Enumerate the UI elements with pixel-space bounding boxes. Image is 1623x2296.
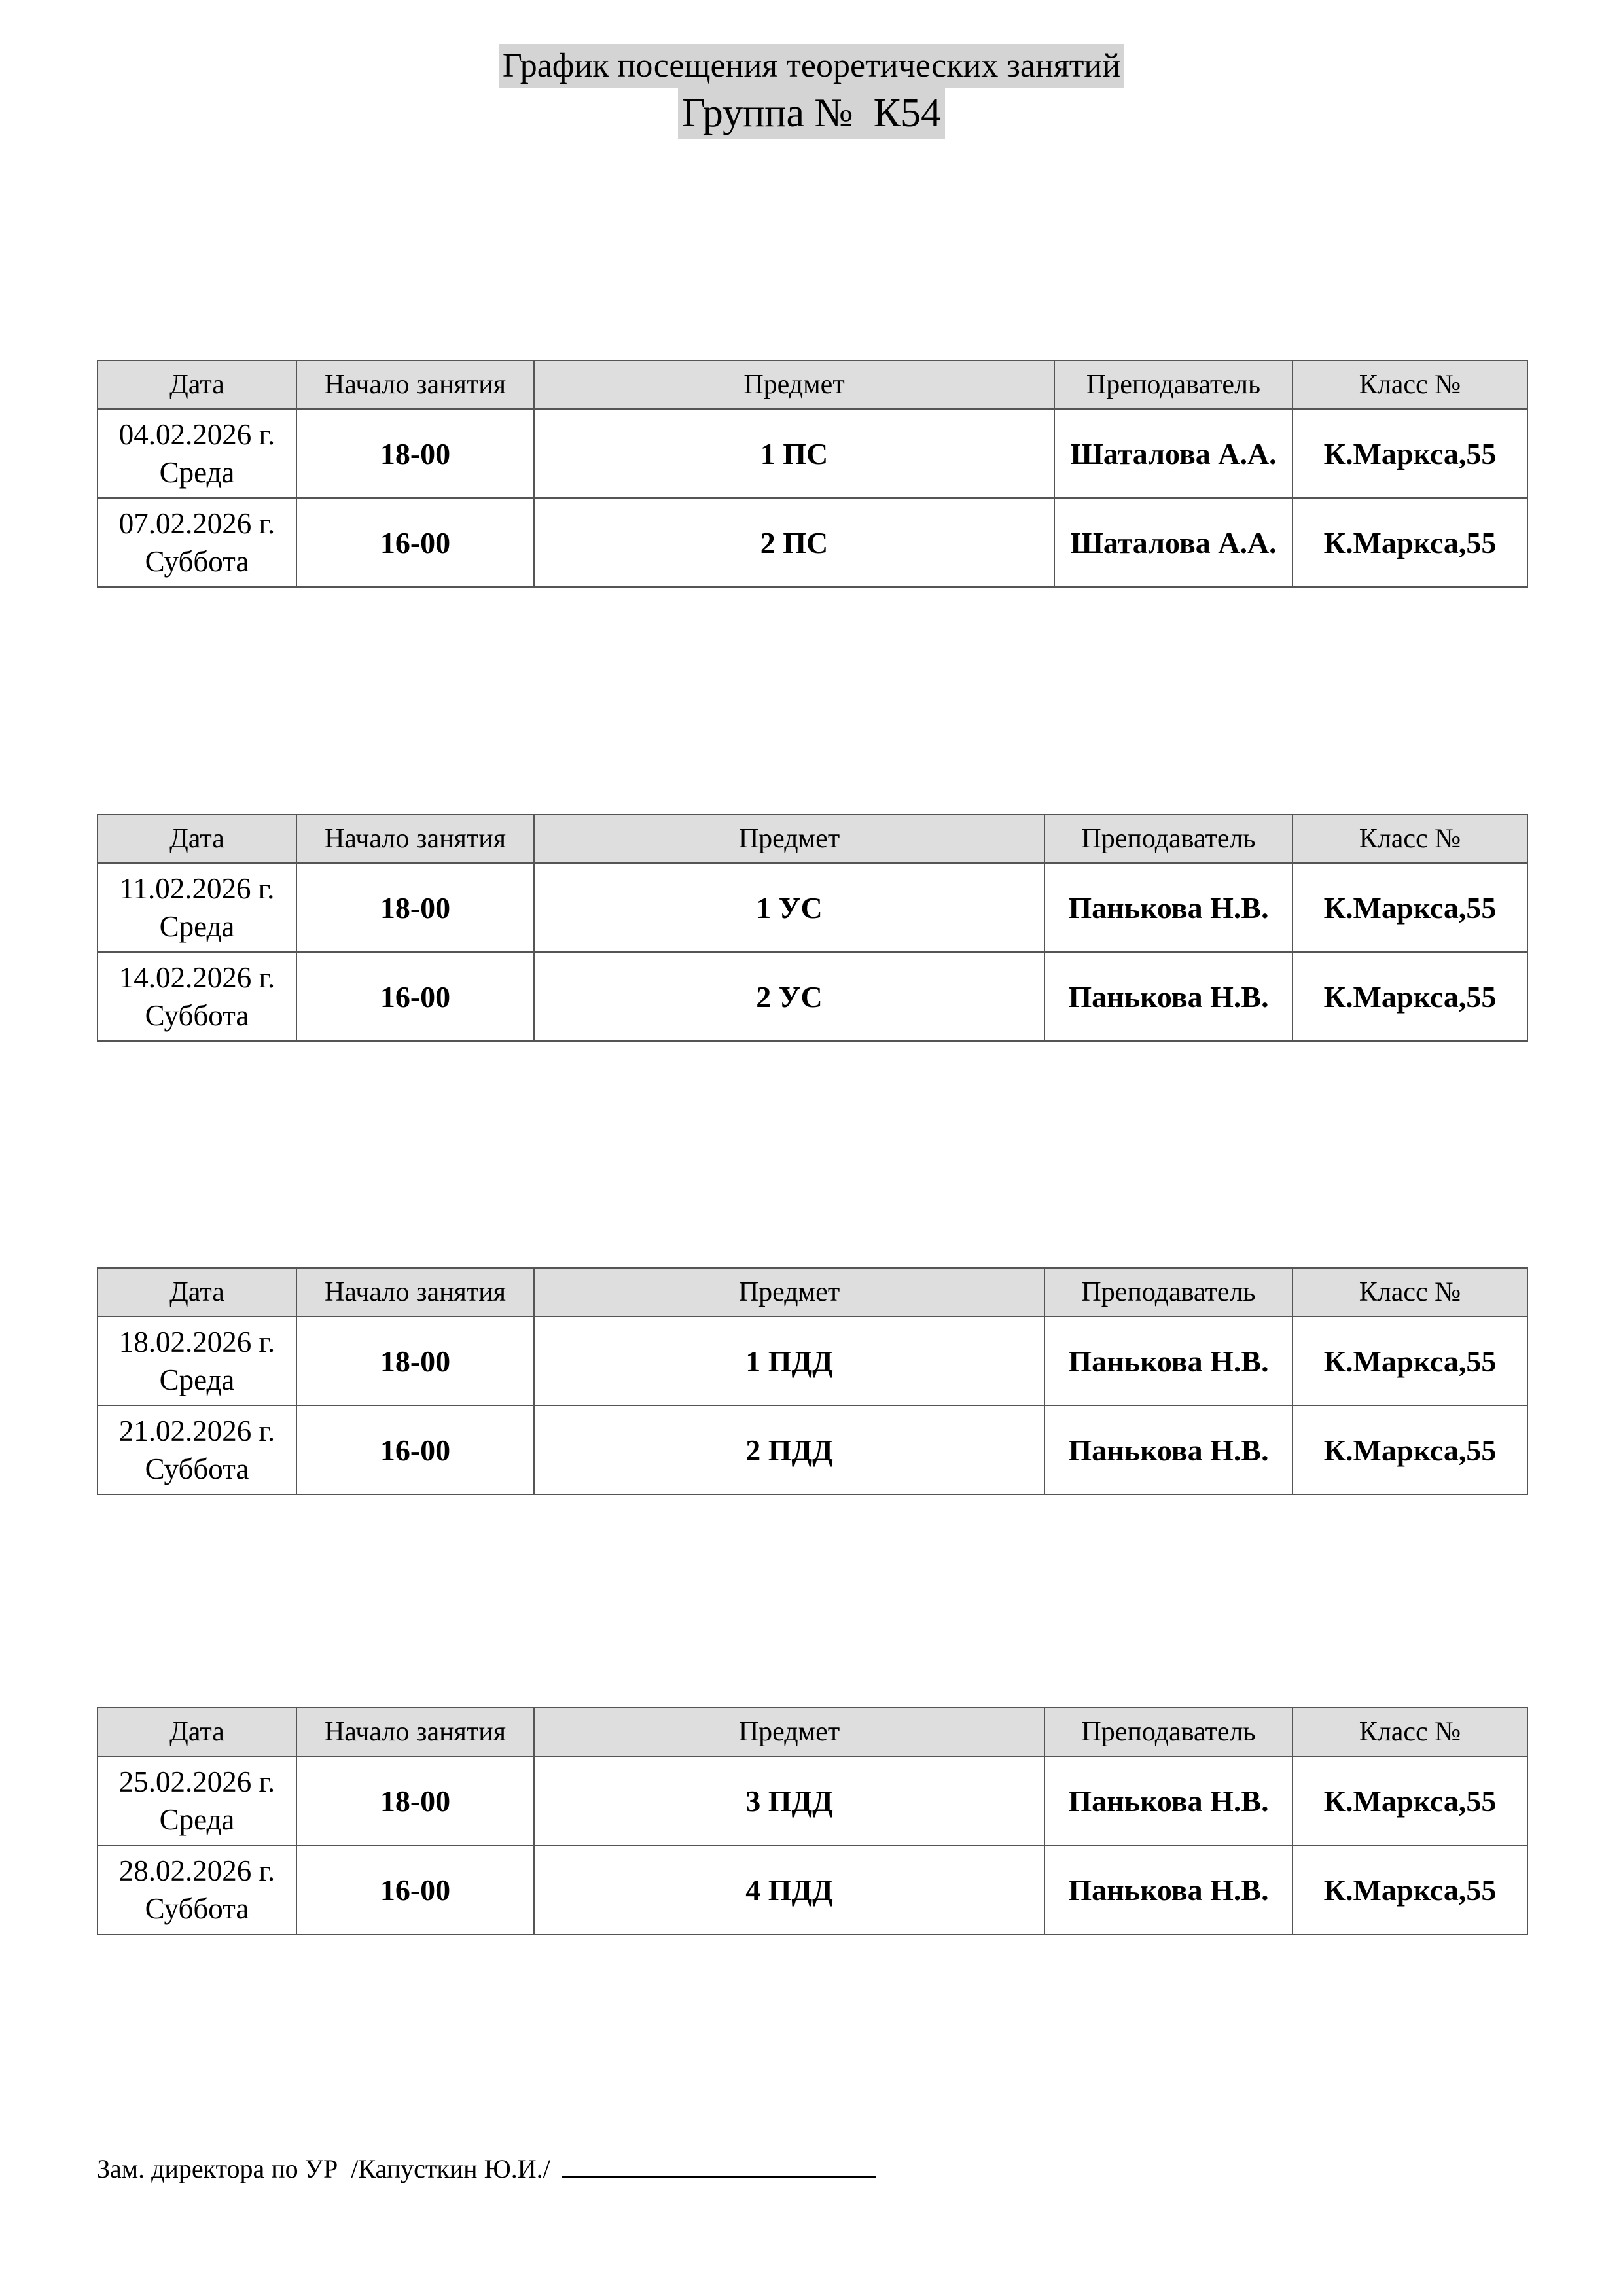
start-cell: 16-00 (296, 952, 534, 1041)
date-cell (98, 1756, 296, 1845)
date-cell (98, 952, 296, 1041)
header-date: Дата (98, 1708, 296, 1756)
title-line-1: График посещения теоретических занятий (499, 44, 1124, 88)
date-value: 07.02.2026 г. (118, 507, 276, 540)
table-header-row (98, 815, 1527, 863)
header-teacher: Преподаватель (1044, 1268, 1293, 1316)
room-cell: К.Маркса,55 (1293, 1845, 1527, 1934)
start-cell: 16-00 (296, 1405, 534, 1494)
schedule-table-2 (97, 814, 1528, 1042)
date-value: 25.02.2026 г. (118, 1765, 276, 1798)
start-cell: 18-00 (296, 1316, 534, 1405)
teacher-cell: Панькова Н.В. (1044, 1405, 1293, 1494)
start-cell: 18-00 (296, 863, 534, 952)
subject-cell: 1 ПДД (534, 1316, 1044, 1405)
weekday-value: Среда (159, 456, 235, 489)
subject-cell: 1 УС (534, 863, 1044, 952)
table-header-row (98, 1708, 1527, 1756)
table-row (98, 1756, 1527, 1845)
weekday-value: Среда (159, 1364, 235, 1396)
teacher-cell: Панькова Н.В. (1044, 952, 1293, 1041)
header-room: Класс № (1293, 815, 1527, 863)
schedule-table-1 (97, 360, 1528, 588)
teacher-cell: Панькова Н.В. (1044, 1845, 1293, 1934)
header-subject: Предмет (534, 1268, 1044, 1316)
header-teacher: Преподаватель (1044, 815, 1293, 863)
subject-cell: 4 ПДД (534, 1845, 1044, 1934)
signature-block (97, 2153, 876, 2184)
header-room: Класс № (1293, 1708, 1527, 1756)
signature-line (562, 2153, 876, 2178)
subject-cell: 2 УС (534, 952, 1044, 1041)
header-subject: Предмет (534, 815, 1044, 863)
room-cell: К.Маркса,55 (1293, 498, 1527, 587)
teacher-cell: Шаталова А.А. (1054, 498, 1293, 587)
weekday-value: Среда (159, 910, 235, 943)
room-cell: К.Маркса,55 (1293, 1756, 1527, 1845)
date-value: 28.02.2026 г. (118, 1854, 276, 1887)
header-start: Начало занятия (296, 815, 534, 863)
header-date: Дата (98, 361, 296, 409)
table-row (98, 409, 1527, 498)
teacher-cell: Панькова Н.В. (1044, 863, 1293, 952)
table-row (98, 863, 1527, 952)
header-room: Класс № (1293, 361, 1527, 409)
date-value: 21.02.2026 г. (118, 1415, 276, 1447)
table-row (98, 498, 1527, 587)
header-teacher: Преподаватель (1044, 1708, 1293, 1756)
weekday-value: Суббота (145, 1453, 249, 1485)
start-cell: 18-00 (296, 409, 534, 498)
date-value: 18.02.2026 г. (118, 1326, 276, 1358)
date-cell (98, 1316, 296, 1405)
header-teacher: Преподаватель (1054, 361, 1293, 409)
header-start: Начало занятия (296, 1268, 534, 1316)
teacher-cell: Панькова Н.В. (1044, 1756, 1293, 1845)
start-cell: 16-00 (296, 498, 534, 587)
schedule-table-4 (97, 1707, 1528, 1935)
date-cell (98, 1405, 296, 1494)
subject-cell: 1 ПС (534, 409, 1054, 498)
header-subject: Предмет (534, 1708, 1044, 1756)
weekday-value: Суббота (145, 1892, 249, 1925)
subject-cell: 3 ПДД (534, 1756, 1044, 1845)
teacher-cell: Панькова Н.В. (1044, 1316, 1293, 1405)
date-cell (98, 1845, 296, 1934)
table-row (98, 952, 1527, 1041)
table-header-row (98, 361, 1527, 409)
date-value: 04.02.2026 г. (118, 418, 276, 451)
date-cell (98, 409, 296, 498)
start-cell: 16-00 (296, 1845, 534, 1934)
room-cell: К.Маркса,55 (1293, 863, 1527, 952)
header-date: Дата (98, 1268, 296, 1316)
group-title: Группа № К54 (678, 88, 945, 139)
header-subject: Предмет (534, 361, 1054, 409)
schedule-table-3 (97, 1267, 1528, 1495)
header-room: Класс № (1293, 1268, 1527, 1316)
table-row (98, 1316, 1527, 1405)
room-cell: К.Маркса,55 (1293, 1316, 1527, 1405)
subject-cell: 2 ПС (534, 498, 1054, 587)
table-header-row (98, 1268, 1527, 1316)
table-row (98, 1405, 1527, 1494)
weekday-value: Суббота (145, 545, 249, 578)
subject-cell: 2 ПДД (534, 1405, 1044, 1494)
header-date: Дата (98, 815, 296, 863)
room-cell: К.Маркса,55 (1293, 1405, 1527, 1494)
document-title (0, 44, 1623, 139)
room-cell: К.Маркса,55 (1293, 409, 1527, 498)
table-row (98, 1845, 1527, 1934)
date-cell (98, 863, 296, 952)
start-cell: 18-00 (296, 1756, 534, 1845)
date-cell (98, 498, 296, 587)
weekday-value: Суббота (145, 999, 249, 1032)
header-start: Начало занятия (296, 361, 534, 409)
signature-text: Зам. директора по УР /Капусткин Ю.И./ (97, 2154, 550, 2183)
header-start: Начало занятия (296, 1708, 534, 1756)
weekday-value: Среда (159, 1803, 235, 1836)
room-cell: К.Маркса,55 (1293, 952, 1527, 1041)
date-value: 11.02.2026 г. (119, 872, 275, 905)
teacher-cell: Шаталова А.А. (1054, 409, 1293, 498)
date-value: 14.02.2026 г. (118, 961, 276, 994)
